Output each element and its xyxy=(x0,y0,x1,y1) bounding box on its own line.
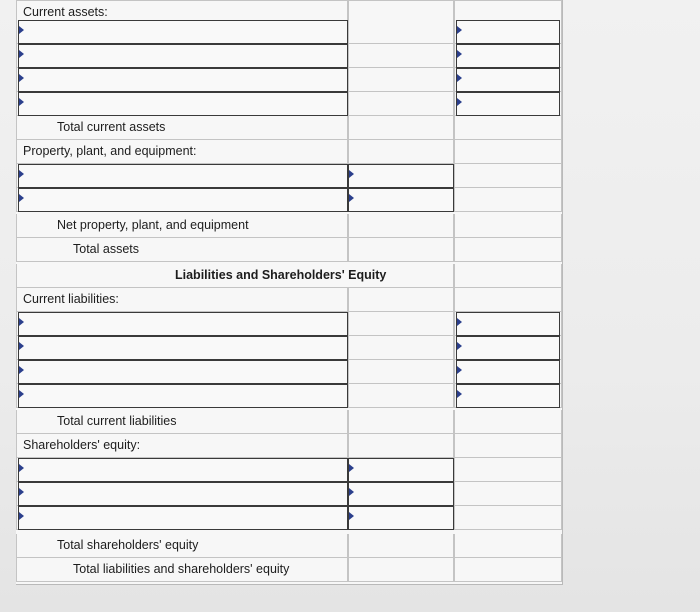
ppe-label: Property, plant, and equipment: xyxy=(16,140,348,164)
current-liability-amount-input-3[interactable] xyxy=(456,360,560,384)
row-total-shareholders-equity xyxy=(16,534,562,558)
table-row xyxy=(16,312,562,336)
current-liability-name-dropdown-4[interactable] xyxy=(18,384,348,408)
table-row xyxy=(16,384,562,408)
total-liabilities-equity-label: Total liabilities and shareholders' equity xyxy=(16,558,348,582)
equity-amount-input-3[interactable] xyxy=(348,506,454,530)
row-total-liabilities-equity xyxy=(16,558,562,582)
ppe-name-dropdown-1[interactable] xyxy=(18,164,348,188)
current-asset-amount-input-3[interactable] xyxy=(456,68,560,92)
total-current-assets-label: Total current assets xyxy=(16,116,348,140)
total-current-liabilities-label: Total current liabilities xyxy=(16,410,348,434)
current-asset-name-dropdown-2[interactable] xyxy=(18,44,348,68)
table-row xyxy=(16,506,562,530)
current-liability-amount-input-2[interactable] xyxy=(456,336,560,360)
table-row xyxy=(16,188,562,212)
liabilities-heading: Liabilities and Shareholders' Equity xyxy=(175,268,387,282)
current-asset-name-dropdown-1[interactable] xyxy=(18,20,348,44)
table-row xyxy=(16,336,562,360)
table-row xyxy=(16,44,562,68)
equity-name-dropdown-1[interactable] xyxy=(18,458,348,482)
shareholders-equity-label: Shareholders' equity: xyxy=(16,434,348,458)
table-row xyxy=(16,458,562,482)
ppe-name-dropdown-2[interactable] xyxy=(18,188,348,212)
table-row xyxy=(16,482,562,506)
balance-sheet-table xyxy=(16,0,563,585)
current-liability-name-dropdown-3[interactable] xyxy=(18,360,348,384)
current-liability-name-dropdown-1[interactable] xyxy=(18,312,348,336)
current-liability-amount-input-1[interactable] xyxy=(456,312,560,336)
current-liability-name-dropdown-2[interactable] xyxy=(18,336,348,360)
equity-amount-input-1[interactable] xyxy=(348,458,454,482)
row-liabilities-heading xyxy=(16,264,562,288)
table-row xyxy=(16,360,562,384)
current-asset-name-dropdown-3[interactable] xyxy=(18,68,348,92)
total-assets-amount xyxy=(454,238,562,262)
net-ppe-amount xyxy=(454,214,562,238)
row-total-current-assets xyxy=(16,116,562,140)
current-asset-amount-input-4[interactable] xyxy=(456,92,560,116)
table-row xyxy=(16,92,562,116)
current-asset-amount-input-2[interactable] xyxy=(456,44,560,68)
total-current-assets-amount xyxy=(454,116,562,140)
row-current-liabilities-header xyxy=(16,288,562,312)
row-total-assets xyxy=(16,238,562,262)
current-liability-amount-input-4[interactable] xyxy=(456,384,560,408)
table-row xyxy=(16,68,562,92)
total-shareholders-equity-label: Total shareholders' equity xyxy=(16,534,348,558)
equity-amount-input-2[interactable] xyxy=(348,482,454,506)
net-ppe-label: Net property, plant, and equipment xyxy=(16,214,348,238)
current-asset-name-dropdown-4[interactable] xyxy=(18,92,348,116)
equity-name-dropdown-3[interactable] xyxy=(18,506,348,530)
total-shareholders-equity-amount xyxy=(454,534,562,558)
table-row xyxy=(16,164,562,188)
current-assets-label: Current assets: xyxy=(16,0,348,24)
total-assets-label: Total assets xyxy=(16,238,348,262)
ppe-amount-input-2[interactable] xyxy=(348,188,454,212)
total-liabilities-equity-amount xyxy=(454,558,562,582)
current-asset-amount-input-1[interactable] xyxy=(456,20,560,44)
row-shareholders-equity-header xyxy=(16,434,562,458)
row-total-current-liabilities xyxy=(16,410,562,434)
table-row xyxy=(16,20,562,44)
total-current-liabilities-amount xyxy=(454,410,562,434)
ppe-amount-input-1[interactable] xyxy=(348,164,454,188)
current-liabilities-label: Current liabilities: xyxy=(16,288,348,312)
row-net-ppe xyxy=(16,214,562,238)
equity-name-dropdown-2[interactable] xyxy=(18,482,348,506)
row-ppe-header xyxy=(16,140,562,164)
